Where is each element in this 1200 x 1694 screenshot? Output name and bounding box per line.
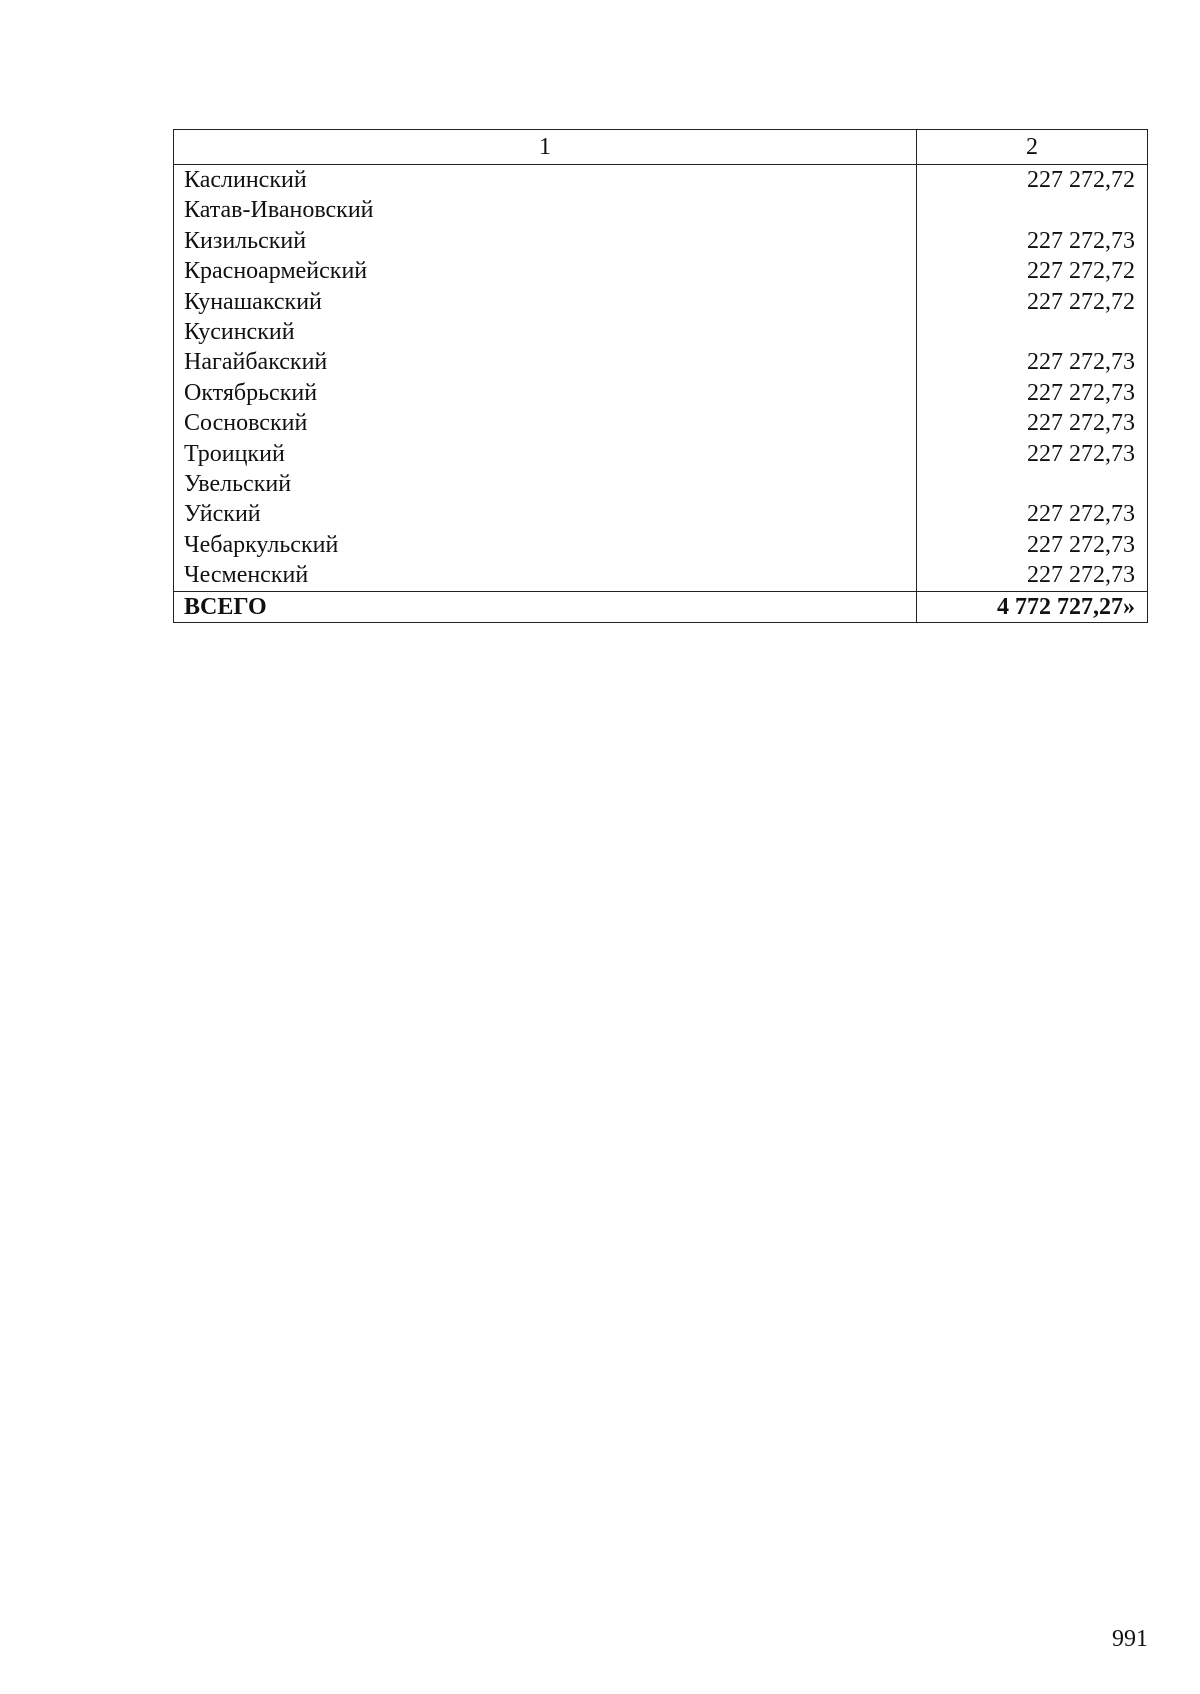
district-amount: 227 272,73: [917, 499, 1148, 529]
district-amount: 227 272,73: [917, 378, 1148, 408]
total-label: ВСЕГО: [174, 591, 917, 622]
district-amount: [917, 195, 1148, 225]
total-row: [174, 591, 1148, 622]
allocation-table: [173, 129, 1148, 623]
total-amount: 4 772 727,27»: [917, 591, 1148, 622]
table-row: [174, 439, 1148, 469]
district-name: Чебаркульский: [174, 530, 917, 560]
district-name: Кунашакский: [174, 287, 917, 317]
district-name: Уйский: [174, 499, 917, 529]
district-amount: [917, 317, 1148, 347]
district-name: Кизильский: [174, 226, 917, 256]
district-name: Катав-Ивановский: [174, 195, 917, 225]
table-row: [174, 469, 1148, 499]
page-number: 991: [1112, 1626, 1148, 1652]
table-header-row: [174, 130, 1148, 165]
district-amount: 227 272,72: [917, 256, 1148, 286]
district-name: Нагайбакский: [174, 347, 917, 377]
district-amount: 227 272,73: [917, 530, 1148, 560]
district-name: Кусинский: [174, 317, 917, 347]
district-name: Чесменский: [174, 560, 917, 591]
district-name: Каслинский: [174, 165, 917, 196]
table-row: [174, 499, 1148, 529]
district-amount: 227 272,73: [917, 226, 1148, 256]
district-name: Троицкий: [174, 439, 917, 469]
table-row: [174, 378, 1148, 408]
table-row: [174, 287, 1148, 317]
district-amount: [917, 469, 1148, 499]
district-name: Сосновский: [174, 408, 917, 438]
district-amount: 227 272,72: [917, 165, 1148, 196]
district-amount: 227 272,72: [917, 287, 1148, 317]
table-row: [174, 408, 1148, 438]
column-header-2: 2: [917, 130, 1148, 165]
table-row: [174, 256, 1148, 286]
column-header-1: 1: [174, 130, 917, 165]
district-amount: 227 272,73: [917, 560, 1148, 591]
table-row: [174, 347, 1148, 377]
table-row: [174, 560, 1148, 591]
district-name: Красноармейский: [174, 256, 917, 286]
table-row: [174, 195, 1148, 225]
district-amount: 227 272,73: [917, 347, 1148, 377]
table-row: [174, 165, 1148, 196]
district-amount: 227 272,73: [917, 408, 1148, 438]
district-amount: 227 272,73: [917, 439, 1148, 469]
district-name: Октябрьский: [174, 378, 917, 408]
table-row: [174, 530, 1148, 560]
table-row: [174, 317, 1148, 347]
district-name: Увельский: [174, 469, 917, 499]
table-row: [174, 226, 1148, 256]
